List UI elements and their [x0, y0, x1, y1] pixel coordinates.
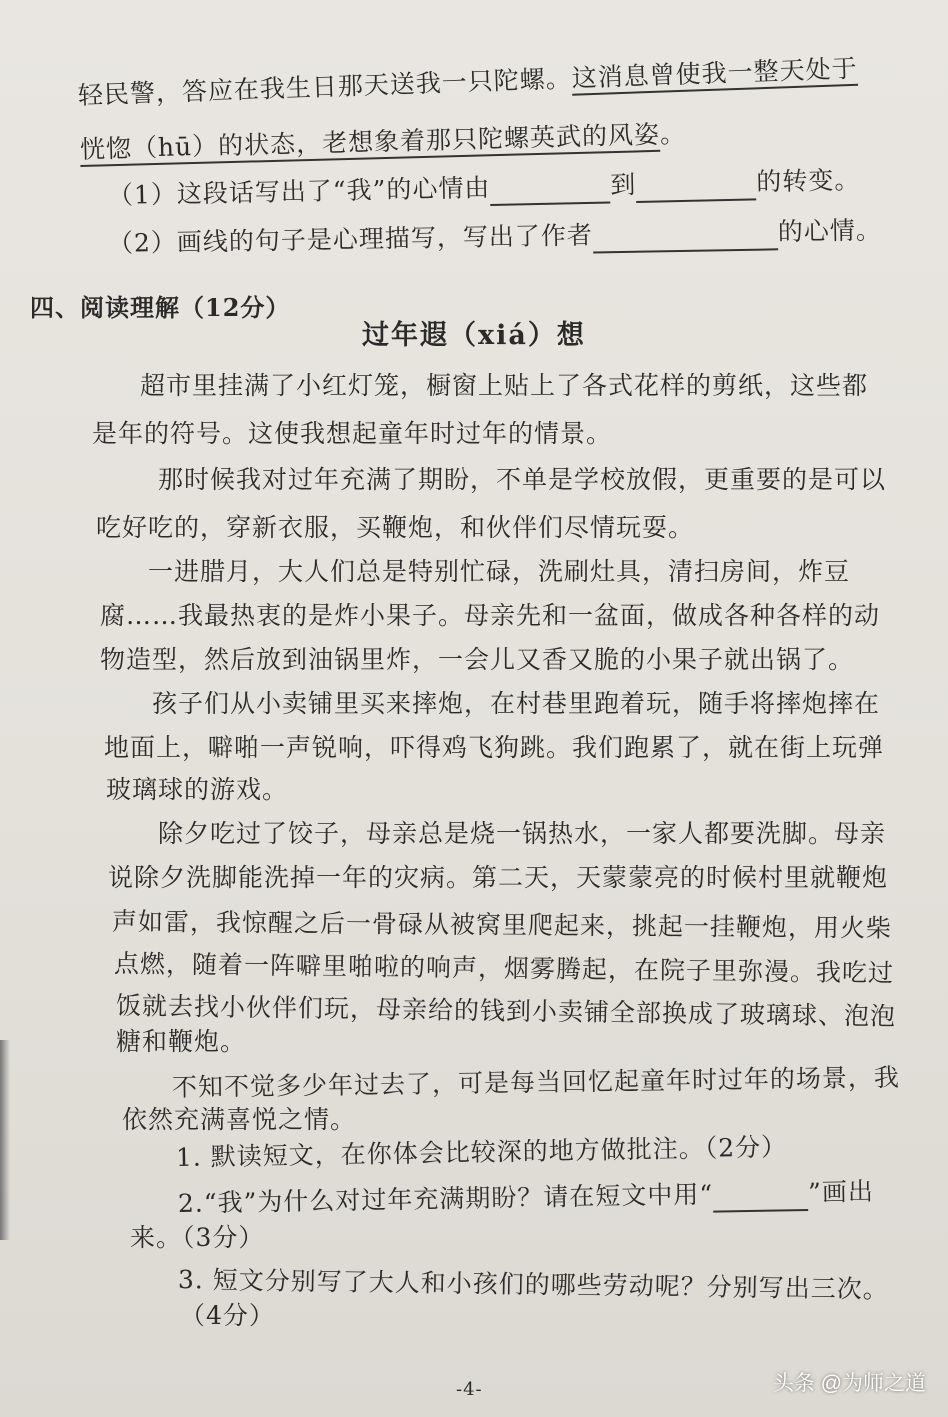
article-line: 那时候我对过年充满了期盼，不单是学校放假，更重要的是可以: [158, 465, 887, 494]
prev-passage-end: 。: [659, 119, 687, 149]
article-line: 说除夕洗脚能洗掉一年的灾病。第二天，天蒙蒙亮的时候村里就鞭炮: [108, 863, 889, 892]
answer-blank[interactable]: [490, 175, 611, 206]
article-line: 饭就去找小伙伴们玩，母亲给的钱到小卖铺全部换成了玻璃球、泡泡: [115, 991, 897, 1031]
question-3: 3. 短文分别写了大人和小孩们的哪些劳动呢？分别写出三次。: [177, 1265, 889, 1304]
article-line: 声如雷，我惊醒之后一骨碌从被窝里爬起来，挑起一挂鞭炮，用火柴: [111, 907, 893, 943]
article-line: 腐……我最热衷的是炸小果子。母亲先和一盆面，做成各种各样的动: [100, 601, 881, 630]
question-2-text-b: ”画出: [807, 1176, 875, 1207]
page-number: -4-: [456, 1379, 483, 1400]
prev-question-2: [108, 212, 882, 262]
question-2: [178, 1174, 875, 1222]
page-edge-shadow: [0, 1040, 10, 1240]
answer-blank[interactable]: [636, 172, 757, 203]
article-line: 孩子们从小卖铺里买来摔炮，在村巷里跑着玩，随手将摔炮摔在: [152, 689, 881, 718]
article-line: 除夕吃过了饺子，母亲总是烧一锅热水，一家人都要洗脚。母亲: [158, 819, 887, 848]
article-line: 依然充满喜悦之情。: [122, 1105, 357, 1134]
answer-blank[interactable]: [593, 222, 778, 253]
article-line: 地面上，噼啪一声锐响，吓得鸡飞狗跳。我们跑累了，就在街上玩弹: [104, 733, 885, 762]
prev-question-2-text-a: （2）画线的句子是心理描写，写出了作者: [107, 220, 594, 258]
prev-question-1-text-b: 到: [610, 169, 637, 200]
section-heading: 四、阅读理解（12分）: [30, 293, 291, 322]
question-2-text-a: 2.“我”为什么对过年充满期盼？请在短文中用“: [177, 1179, 714, 1218]
prev-passage-line-1: [77, 51, 858, 114]
question-2-cont: 来。（3分）: [130, 1223, 265, 1252]
prev-passage-text: 轻民警，答应在我生日那天送我一只陀螺。: [77, 63, 573, 110]
article-title: 过年遐（xiá）想: [362, 320, 586, 351]
article-line: 不知不觉多少年过去了，可是每当回忆起童年时过年的场景，我: [171, 1062, 901, 1102]
article-line: 物造型，然后放到油锅里炸，一会儿又香又脆的小果子就出锅了。: [100, 645, 855, 674]
article-line: 一进腊月，大人们总是特别忙碌，洗刷灶具，清扫房间，炸豆: [148, 557, 851, 586]
article-line: 吃好吃的，穿新衣服，买鞭炮，和伙伴们尽情玩耍。: [96, 513, 695, 542]
prev-passage-line-2: [80, 116, 687, 168]
article-line: 玻璃球的游戏。: [106, 775, 289, 804]
watermark: 头条 @为师之道: [772, 1372, 926, 1395]
answer-line-mark: [713, 1183, 808, 1213]
article-line: 糖和鞭炮。: [116, 1027, 247, 1056]
article-line: 点燃，随着一阵噼里啪啦的响声，烟雾腾起，在院子里弥漫。我吃过: [113, 949, 895, 988]
prev-question-1: [108, 162, 861, 214]
underlined-sentence-part-2: 恍惚（hū）的状态，老想象着那只陀螺英武的风姿: [80, 120, 661, 167]
prev-question-1-text-c: 的转变。: [756, 165, 861, 197]
underlined-sentence-part-1: 这消息曾使我一整天处于: [571, 54, 858, 96]
article-line: 超市里挂满了小红灯笼，橱窗上贴上了各式花样的剪纸，这些都: [140, 371, 869, 400]
article-line: 是年的符号。这使我想起童年时过年的情景。: [92, 419, 613, 448]
prev-question-2-text-b: 的心情。: [777, 215, 883, 247]
prev-question-1-text-a: （1）这段话写出了“我”的心情由: [107, 172, 491, 210]
question-1: 1. 默读短文，在你体会比较深的地方做批注。（2分）: [175, 1132, 788, 1172]
question-3-cont: （4分）: [180, 1301, 275, 1330]
